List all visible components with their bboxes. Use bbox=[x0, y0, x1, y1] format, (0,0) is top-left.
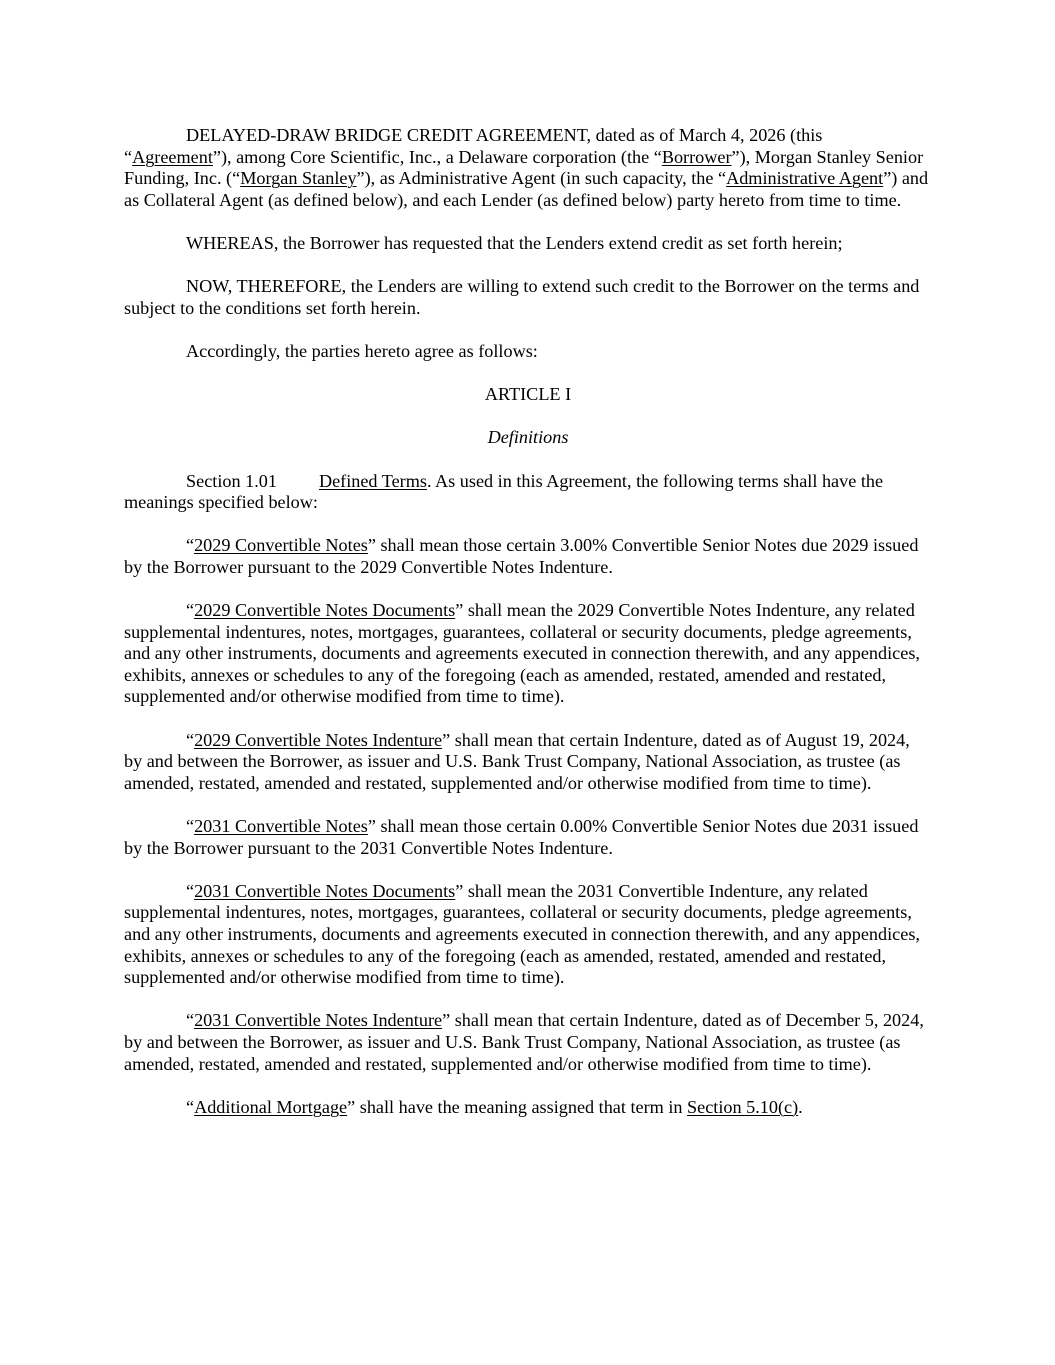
whereas-paragraph: WHEREAS, the Borrower has requested that the Lenders extend credit as set forth herein; bbox=[186, 232, 843, 253]
definition-2031-notes-documents: “2031 Convertible Notes Documents” shall mean the 2031 Convertible Indenture, any related supplemental indentures, notes, mortgages, guarantees, collateral or security documents, pledge agreements, and any other instruments, documents and agreements executed in connection therewith, and any appendices, exhibits, annexes or schedules to any of the foregoing (each as amended, restated, amended and restated, supplemented and/or otherwise modified from time to time). bbox=[124, 880, 920, 988]
accordingly-paragraph: Accordingly, the parties hereto agree as follows: bbox=[186, 340, 538, 361]
section-title: Defined Terms bbox=[318, 470, 427, 491]
defined-term: Agreement bbox=[132, 146, 213, 167]
definition-2031-notes-indenture: “2031 Convertible Notes Indenture” shall mean that certain Indenture, dated as of December 5, 2024, by and between the Borrower, as issuer and U.S. Bank Trust Company, National Association, as trustee (as amended, restated, amended and restated, supplemented and/or otherwise modified from time to time). bbox=[124, 1010, 924, 1074]
defined-term: Borrower bbox=[661, 146, 732, 167]
article-title: Definitions bbox=[487, 427, 569, 448]
definition-2029-notes-indenture: “2029 Convertible Notes Indenture” shall mean that certain Indenture, dated as of August 19, 2024, by and between the Borrower, as issuer and U.S. Bank Trust Company, National Association, as trustee (as amended, restated, amended and restated, supplemented and/or otherwise modified from time to time). bbox=[124, 729, 910, 793]
defined-term: Administrative Agent bbox=[726, 168, 884, 189]
defined-term: 2031 Convertible Notes Documents bbox=[194, 880, 456, 901]
article-heading: ARTICLE I bbox=[484, 384, 572, 405]
definition-2029-notes-documents: “2029 Convertible Notes Documents” shall mean the 2029 Convertible Notes Indenture, any related supplemental indentures, notes, mortgages, guarantees, collateral or security documents, pledge agreements, and any other instruments, documents and agreements executed in connection therewith, and any appendices, exhibits, annexes or schedules to any of the foregoing (each as amended, restated, amended and restated, supplemented and/or otherwise modified from time to time). bbox=[124, 600, 920, 707]
definition-additional-mortgage: “Additional Mortgage” shall have the meaning assigned that term in Section 5.10(c). bbox=[186, 1096, 803, 1117]
defined-term: 2029 Convertible Notes bbox=[194, 535, 368, 556]
document-body bbox=[124, 125, 932, 1140]
defined-term: 2029 Convertible Notes Documents bbox=[194, 600, 456, 621]
definition-2031-notes: “2031 Convertible Notes” shall mean those certain 0.00% Convertible Senior Notes due 2031 issued by the Borrower pursuant to the 2031 Convertible Notes Indenture. bbox=[124, 816, 919, 858]
preamble-paragraph: DELAYED-DRAW BRIDGE CREDIT AGREEMENT, dated as of March 4, 2026 (this “Agreement”), among Core Scientific, Inc., a Delaware corporation (the “Borrower”), Morgan Stanley Senior Funding, Inc. (“Morgan Stanley”), as Administrative Agent (in such capacity, the “Administrative Agent”) and as Collateral Agent (as defined below), and each Lender (as defined below) party hereto from time to time. bbox=[124, 125, 929, 210]
definition-2029-notes: “2029 Convertible Notes” shall mean those certain 3.00% Convertible Senior Notes due 2029 issued by the Borrower pursuant to the 2029 Convertible Notes Indenture. bbox=[124, 535, 919, 577]
section-number: Section 1.01 bbox=[186, 470, 277, 491]
now-therefore-paragraph: NOW, THEREFORE, the Lenders are willing to extend such credit to the Borrower on the terms and subject to the conditions set forth herein. bbox=[124, 276, 920, 318]
defined-term: Morgan Stanley bbox=[240, 168, 357, 189]
defined-term: Additional Mortgage bbox=[194, 1096, 348, 1117]
defined-term: 2029 Convertible Notes Indenture bbox=[194, 729, 443, 750]
section-1-01: Section 1.01 Defined Terms. As used in this Agreement, the following terms shall have the meanings specified below: bbox=[124, 470, 884, 513]
section-reference: Section 5.10(c) bbox=[687, 1096, 799, 1117]
defined-term: 2031 Convertible Notes bbox=[194, 816, 368, 836]
defined-term: 2031 Convertible Notes Indenture bbox=[194, 1010, 443, 1031]
